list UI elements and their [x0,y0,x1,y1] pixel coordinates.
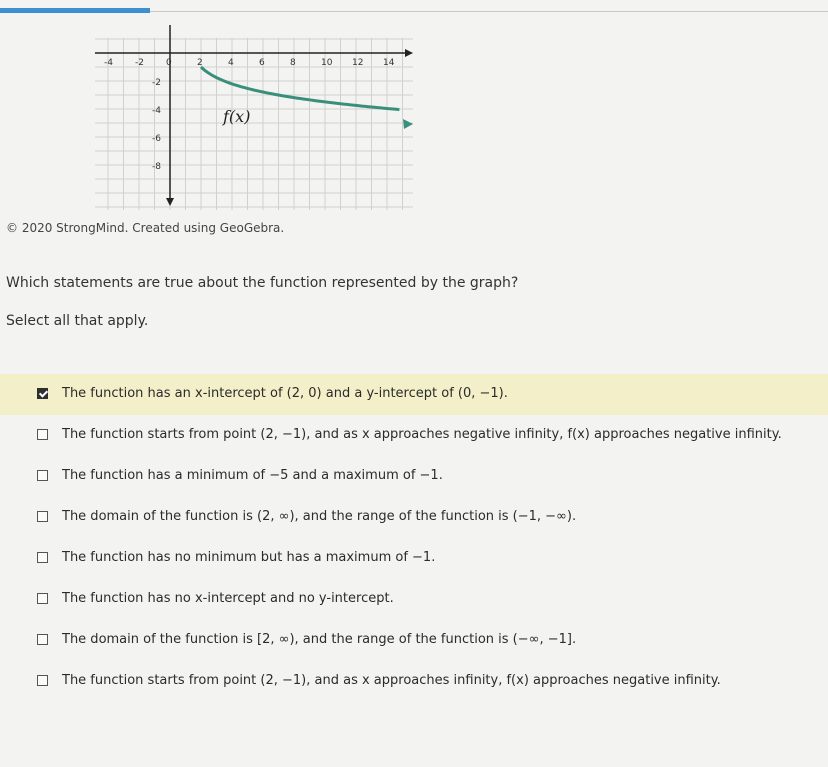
option-checkbox[interactable] [37,675,48,686]
y-axis-arrow [166,198,174,206]
x-tick-label: 10 [321,58,333,68]
x-tick-label: 6 [259,58,265,68]
x-tick-label: -2 [135,58,144,68]
x-tick-label: -4 [104,58,113,68]
y-tick-label: -6 [152,134,161,144]
instruction-text: Select all that apply. [6,313,149,329]
y-tick-labels [152,78,161,172]
answer-option[interactable] [0,620,828,661]
option-label: The domain of the function is [2, ∞), and the range of the function is (−∞, −1]. [62,632,577,647]
question-text: Which statements are true about the function represented by the graph? [6,275,519,291]
answer-option[interactable] [0,538,828,579]
curve-arrowhead [403,119,413,129]
option-label: The function starts from point (2, −1), and as x approaches negative infinity, f(x) approaches negative infinity. [62,427,782,442]
option-checkbox[interactable] [37,511,48,522]
option-checkbox[interactable] [37,552,48,563]
option-label: The function has an x-intercept of (2, 0) and a y-intercept of (0, −1). [62,386,508,401]
answer-option[interactable] [0,415,828,456]
answer-option[interactable] [0,374,828,415]
option-label: The function has a minimum of −5 and a maximum of −1. [62,468,443,483]
function-curve [201,67,399,110]
option-checkbox[interactable] [37,593,48,604]
option-checkbox[interactable] [37,634,48,645]
function-graph [95,22,425,210]
y-tick-label: -2 [152,78,161,88]
option-label: The function has no x-intercept and no y-intercept. [62,591,394,606]
x-tick-label: 0 [166,58,172,68]
function-label: f(x) [223,107,251,126]
option-label: The function has no minimum but has a maximum of −1. [62,550,436,565]
y-tick-label: -8 [152,162,161,172]
answer-option[interactable] [0,456,828,497]
x-tick-label: 8 [290,58,296,68]
x-axis-arrow [405,49,413,57]
option-checkbox[interactable] [37,470,48,481]
x-tick-label: 2 [197,58,203,68]
x-tick-label: 12 [352,58,364,68]
option-label: The domain of the function is (2, ∞), and the range of the function is (−1, −∞). [62,509,577,524]
copyright-text: © 2020 StrongMind. Created using GeoGebra. [6,221,285,235]
top-accent-line [0,8,150,13]
answer-options [0,374,828,702]
top-bar [0,0,828,14]
x-tick-label: 14 [383,58,395,68]
answer-option[interactable] [0,579,828,620]
x-tick-label: 4 [228,58,234,68]
option-label: The function starts from point (2, −1), and as x approaches infinity, f(x) approaches negative infinity. [62,673,721,688]
answer-option[interactable] [0,497,828,538]
option-checkbox[interactable] [37,429,48,440]
answer-option[interactable] [0,661,828,702]
y-tick-label: -4 [152,106,161,116]
top-rule [150,11,828,12]
option-checkbox[interactable] [37,388,48,399]
